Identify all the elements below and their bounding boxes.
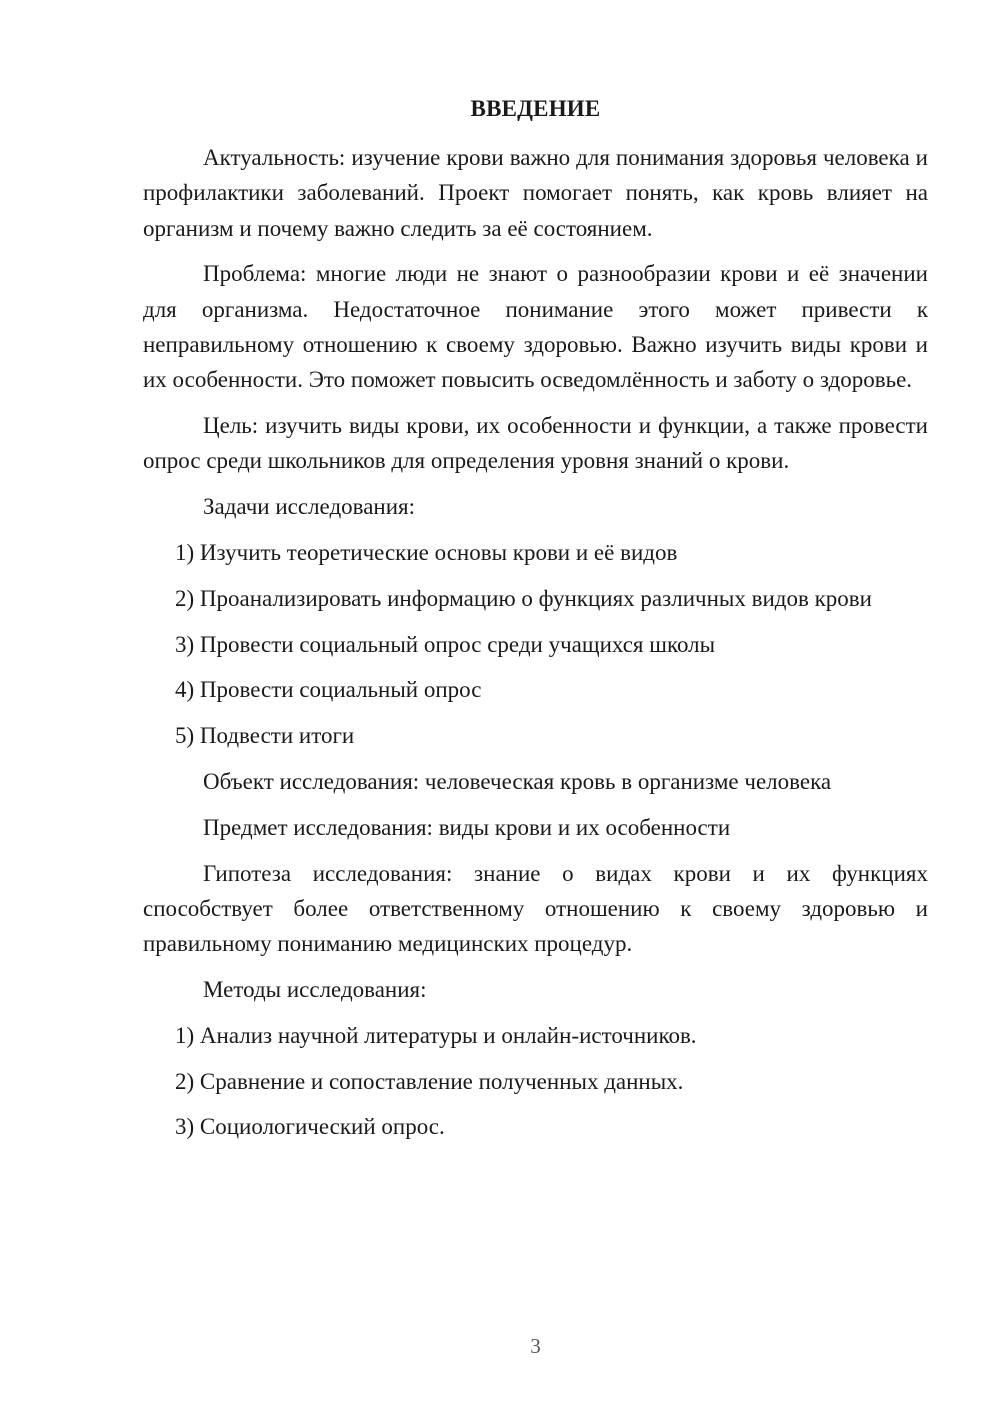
task-item: 3) Провести социальный опрос среди учащихся школы	[175, 631, 716, 657]
tasks-heading: Задачи исследования:	[203, 494, 416, 520]
goal-paragraph: Цель: изучить виды крови, их особенности и функции, а также провести опрос среди школьников для определения уровня знаний о крови.	[143, 413, 928, 474]
relevance-paragraph: Актуальность: изучение крови важно для понимания здоровья человека и профилактики заболеваний. Проект помогает понять, как кровь влияет на организм и почему важно следить за её состоянием.	[143, 145, 928, 241]
hypothesis-paragraph: Гипотеза исследования: знание о видах крови и их функциях способствует более ответственному отношению к своему здоровью и правильному пониманию медицинских процедур.	[143, 860, 928, 957]
method-item: 3) Социологический опрос.	[175, 1114, 445, 1140]
document-body	[143, 140, 928, 1155]
task-item: 2) Проанализировать информацию о функциях различных видов крови	[175, 585, 872, 611]
object-paragraph: Объект исследования: человеческая кровь в организме человека	[203, 768, 832, 794]
task-item: 5) Подвести итоги	[175, 723, 355, 749]
task-item: 1) Изучить теоретические основы крови и её видов	[175, 539, 678, 565]
document-page	[143, 0, 928, 1414]
method-item: 2) Сравнение и сопоставление полученных данных.	[175, 1068, 684, 1094]
page-title: ВВЕДЕНИЕ	[470, 96, 601, 121]
method-item: 1) Анализ научной литературы и онлайн-источников.	[175, 1022, 697, 1048]
subject-paragraph: Предмет исследования: виды крови и их особенности	[203, 814, 731, 840]
task-item: 4) Провести социальный опрос	[175, 677, 482, 703]
page-number: 3	[530, 1334, 541, 1358]
methods-heading: Методы исследования:	[203, 976, 427, 1002]
problem-paragraph: Проблема: многие люди не знают о разнообразии крови и её значении для организма. Недостаточное понимание этого может привести к неправильному отношению к своему здоровью. Важно изучить виды крови и их особенности. Это поможет повысить осведомлённость и заботу о здоровье.	[143, 261, 928, 393]
